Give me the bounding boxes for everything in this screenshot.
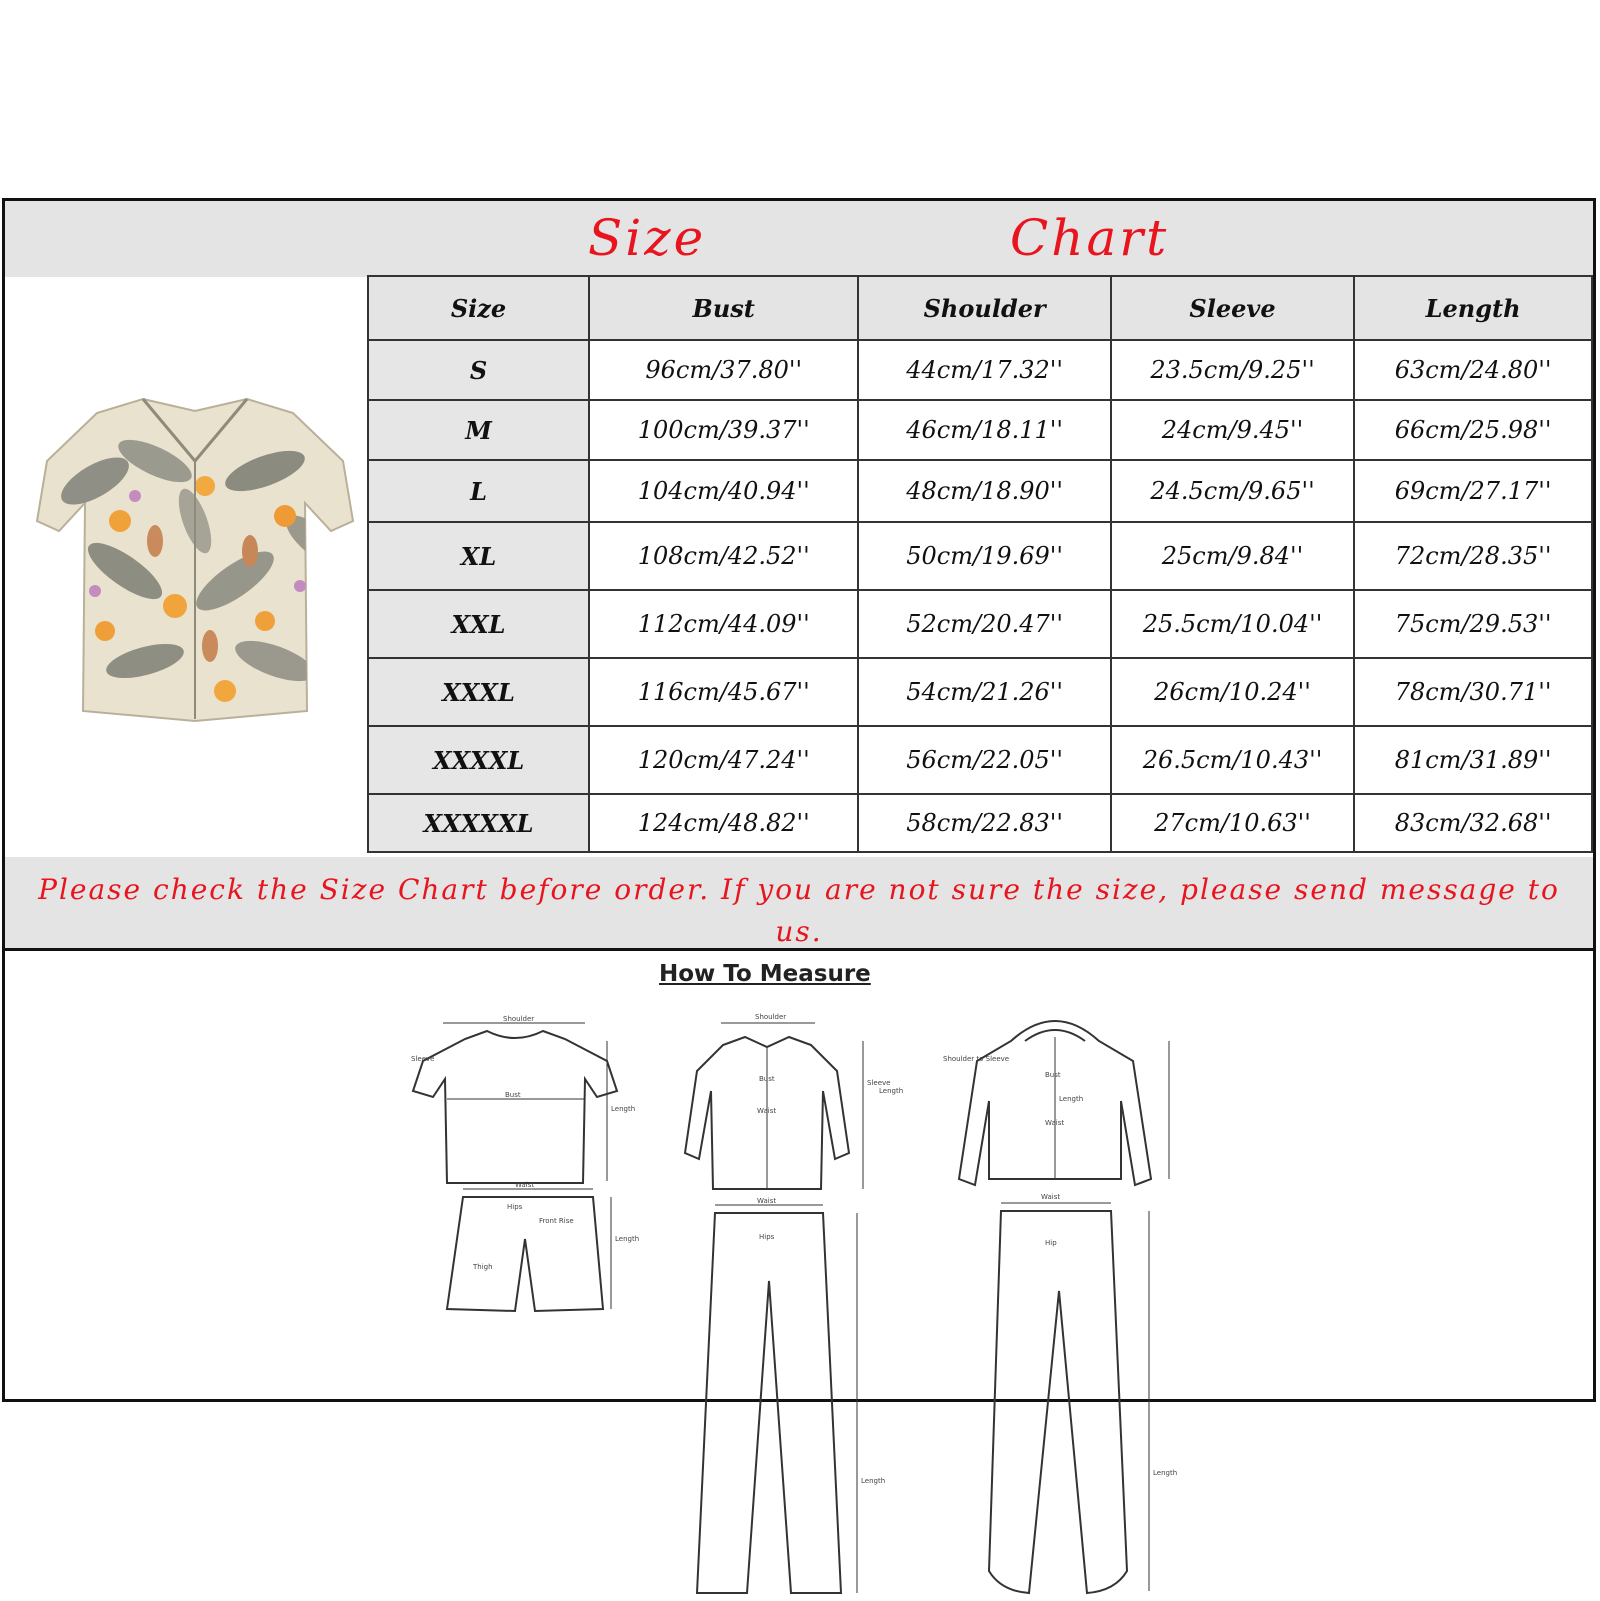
bust-cell: 100cm/39.37'' bbox=[589, 400, 858, 460]
size-cell: XXXL bbox=[368, 658, 589, 726]
diagram-label: Sleeve bbox=[867, 1079, 891, 1087]
size-cell: XXXXL bbox=[368, 726, 589, 794]
trousers-diagram bbox=[697, 1205, 857, 1593]
diagram-label: Length bbox=[1059, 1095, 1084, 1103]
sleeve-cell: 24cm/9.45'' bbox=[1111, 400, 1354, 460]
size-cell: XXXXXL bbox=[368, 794, 589, 852]
bust-cell: 104cm/40.94'' bbox=[589, 460, 858, 522]
col-header-size: Size bbox=[368, 276, 589, 340]
size-chart-frame bbox=[2, 198, 1596, 1485]
size-cell: S bbox=[368, 340, 589, 400]
diagram-label: Hips bbox=[507, 1203, 523, 1211]
bust-cell: 116cm/45.67'' bbox=[589, 658, 858, 726]
size-cell: XL bbox=[368, 522, 589, 590]
shoulder-cell: 50cm/19.69'' bbox=[858, 522, 1110, 590]
diagram-label: Hips bbox=[759, 1233, 775, 1241]
bust-cell: 124cm/48.82'' bbox=[589, 794, 858, 852]
length-cell: 66cm/25.98'' bbox=[1354, 400, 1592, 460]
diagram-label: Waist bbox=[1045, 1119, 1065, 1127]
col-header-bust: Bust bbox=[589, 276, 858, 340]
bust-cell: 120cm/47.24'' bbox=[589, 726, 858, 794]
col-header-sleeve: Sleeve bbox=[1111, 276, 1354, 340]
bust-cell: 108cm/42.52'' bbox=[589, 522, 858, 590]
diagram-label: Sleeve bbox=[411, 1055, 435, 1063]
sleeve-cell: 23.5cm/9.25'' bbox=[1111, 340, 1354, 400]
diagram-label: Thigh bbox=[473, 1263, 493, 1271]
shoulder-cell: 48cm/18.90'' bbox=[858, 460, 1110, 522]
sleeve-cell: 26.5cm/10.43'' bbox=[1111, 726, 1354, 794]
table-row bbox=[368, 726, 1592, 794]
table-row bbox=[368, 460, 1592, 522]
shoulder-cell: 58cm/22.83'' bbox=[858, 794, 1110, 852]
shoulder-cell: 54cm/21.26'' bbox=[858, 658, 1110, 726]
bust-cell: 96cm/37.80'' bbox=[589, 340, 858, 400]
diagram-label: Length bbox=[879, 1087, 904, 1095]
how-to-measure-diagram bbox=[375, 1001, 1235, 1601]
bust-cell: 112cm/44.09'' bbox=[589, 590, 858, 658]
hoodie-diagram bbox=[959, 1021, 1169, 1185]
table-header-row bbox=[368, 276, 1592, 340]
diagram-label: Waist bbox=[515, 1181, 535, 1189]
sleeve-cell: 24.5cm/9.65'' bbox=[1111, 460, 1354, 522]
col-header-shoulder: Shoulder bbox=[858, 276, 1110, 340]
diagram-label: Waist bbox=[757, 1197, 777, 1205]
shorts-diagram bbox=[447, 1189, 611, 1311]
table-row bbox=[368, 794, 1592, 852]
title-chart-word: Chart bbox=[1010, 209, 1170, 267]
length-cell: 69cm/27.17'' bbox=[1354, 460, 1592, 522]
length-cell: 75cm/29.53'' bbox=[1354, 590, 1592, 658]
sleeve-cell: 26cm/10.24'' bbox=[1111, 658, 1354, 726]
hawaiian-shirt-image bbox=[35, 391, 355, 731]
diagram-label: Hip bbox=[1045, 1239, 1057, 1247]
size-cell: M bbox=[368, 400, 589, 460]
diagram-label: Length bbox=[611, 1105, 636, 1113]
diagram-label: Length bbox=[861, 1477, 886, 1485]
shoulder-cell: 52cm/20.47'' bbox=[858, 590, 1110, 658]
diagram-label: Waist bbox=[757, 1107, 777, 1115]
how-to-measure-title: How To Measure bbox=[659, 961, 871, 987]
diagram-label: Bust bbox=[759, 1075, 775, 1083]
size-cell: XXL bbox=[368, 590, 589, 658]
length-cell: 63cm/24.80'' bbox=[1354, 340, 1592, 400]
diagram-label: Waist bbox=[1041, 1193, 1061, 1201]
diagram-label: Front Rise bbox=[539, 1217, 574, 1225]
notice-text: Please check the Size Chart before order. If you are not sure the size, please send message to us. bbox=[38, 873, 1560, 948]
notice-band bbox=[5, 857, 1593, 951]
diagram-label: Shoulder bbox=[503, 1015, 535, 1023]
dress-shirt-diagram bbox=[685, 1023, 863, 1189]
shoulder-cell: 44cm/17.32'' bbox=[858, 340, 1110, 400]
length-cell: 83cm/32.68'' bbox=[1354, 794, 1592, 852]
diagram-label: Length bbox=[1153, 1469, 1178, 1477]
diagram-label: Length bbox=[615, 1235, 640, 1243]
sleeve-cell: 25.5cm/10.04'' bbox=[1111, 590, 1354, 658]
length-cell: 78cm/30.71'' bbox=[1354, 658, 1592, 726]
size-cell: L bbox=[368, 460, 589, 522]
table-row bbox=[368, 340, 1592, 400]
diagram-label: Bust bbox=[1045, 1071, 1061, 1079]
length-cell: 81cm/31.89'' bbox=[1354, 726, 1592, 794]
sleeve-cell: 27cm/10.63'' bbox=[1111, 794, 1354, 852]
tshirt-diagram bbox=[413, 1023, 617, 1183]
table-row bbox=[368, 590, 1592, 658]
length-cell: 72cm/28.35'' bbox=[1354, 522, 1592, 590]
size-table bbox=[367, 275, 1593, 853]
col-header-length: Length bbox=[1354, 276, 1592, 340]
diagram-label: Shoulder bbox=[755, 1013, 787, 1021]
diagram-label: Bust bbox=[505, 1091, 521, 1099]
sleeve-cell: 25cm/9.84'' bbox=[1111, 522, 1354, 590]
table-row bbox=[368, 522, 1592, 590]
title-size-word: Size bbox=[588, 209, 707, 267]
joggers-diagram bbox=[989, 1203, 1149, 1593]
title-band bbox=[5, 201, 1593, 277]
shoulder-cell: 46cm/18.11'' bbox=[858, 400, 1110, 460]
shoulder-cell: 56cm/22.05'' bbox=[858, 726, 1110, 794]
table-row bbox=[368, 658, 1592, 726]
table-row bbox=[368, 400, 1592, 460]
diagram-label: Shoulder to Sleeve bbox=[943, 1055, 1010, 1063]
